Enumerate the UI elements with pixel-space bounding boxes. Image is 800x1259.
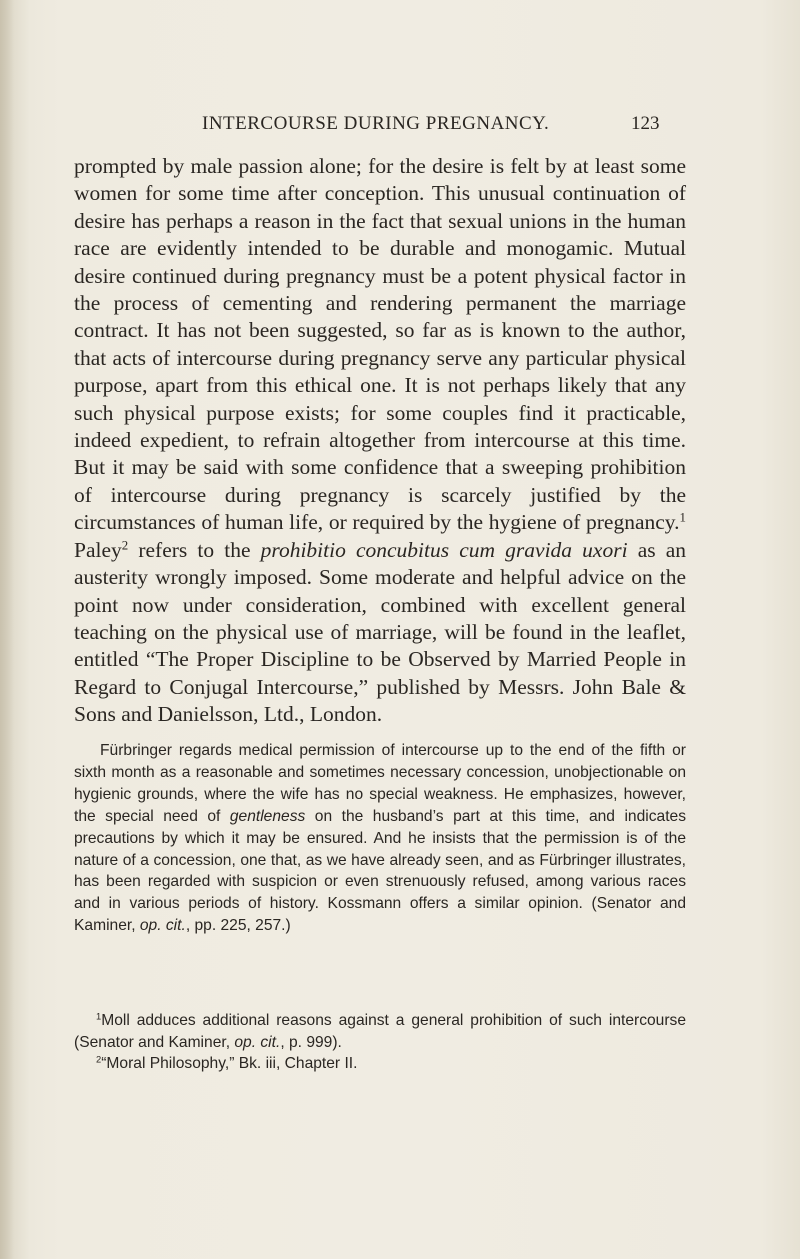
page-header <box>0 113 800 137</box>
footnote-ref-1: 1 <box>679 510 686 525</box>
footnote-text: “Moral Philosophy,” Bk. iii, Chapter II. <box>101 1055 358 1072</box>
footnote-ref-2: 2 <box>121 537 129 552</box>
footnote-1 <box>74 1010 686 1053</box>
footnotes <box>74 1010 686 1075</box>
footnote-marker: 1 <box>96 1011 102 1022</box>
footnote-marker: 2 <box>96 1054 102 1065</box>
footnote-text: , p. 999). <box>280 1033 342 1051</box>
gutter-shadow <box>0 0 14 1259</box>
body-text-segment: Paley <box>74 537 122 562</box>
body-text-segment: refers to the <box>128 537 261 562</box>
note-text-segment: on the husband’s part at this time, and indicates precautions by which it may be ensured. And he insists that the permission is of the nature of a concession, one that, as we have already seen, and as Fürbringer illustrates, has been regarded with suspicion or even strenuously refused, among various races and in various periods of history. Kossmann offers a similar opinion. (Senator and Kaminer, <box>74 807 686 935</box>
body-text-segment: prompted by male passion alone; for the desire is felt by at least some women for some time after conception. This unusual continuation of desire has perhaps a reason in the fact that sexual unions in the human race are evidently intended to be durable and monogamic. Mutual desire continued during pregnancy must be a potent physical factor in the process of cementing and rendering permanent the marriage contract. It has not been suggested, so far as is known to the author, that acts of intercourse during pregnancy serve any particular physical purpose, apart from this ethical one. It is not perhaps likely that any such physical purpose exists; for some couples find it practicable, indeed expedient, to refrain altogether from intercourse at this time. But it may be said with some confidence that a sweeping prohibition of intercourse during pregnancy is scarcely justified by the circumstances of human life, or required by the hygiene of pregnancy. <box>74 154 686 535</box>
note-text-segment: , pp. 225, 257.) <box>185 917 291 935</box>
footnote-text: Moll adduces additional reasons against a general prohibition of such intercourse (Senator and Kaminer, <box>74 1012 686 1051</box>
citation-abbrev: op. cit. <box>139 917 186 935</box>
small-print-note <box>74 740 686 937</box>
latin-phrase: prohibitio concubitus cum gravida uxori <box>260 537 628 562</box>
note-text-segment: Fürbringer regards medical permission of intercourse up to the end of the fifth or sixth month as a reasonable and sometimes necessary concession, unobjectionable on hygienic grounds, where the wife has no special weakness. He emphasizes, however, the special need of <box>74 742 686 825</box>
main-paragraph <box>74 153 686 729</box>
page-number: 123 <box>631 113 660 134</box>
running-head: INTERCOURSE DURING PREGNANCY. <box>202 113 550 134</box>
footnote-2 <box>74 1053 686 1075</box>
emphasized-word: gentleness <box>229 807 306 825</box>
citation-abbrev: op. cit. <box>234 1033 281 1051</box>
body-text-segment: as an austerity wrongly imposed. Some moderate and helpful advice on the point now under consideration, combined with excellent general teaching on the physical use of marriage, will be found in the leaflet, entitled “The Proper Discipline to be Observed by Married People in Regard to Conjugal Intercourse,” published by Messrs. John Bale & Sons and Danielsson, Ltd., London. <box>74 537 687 727</box>
